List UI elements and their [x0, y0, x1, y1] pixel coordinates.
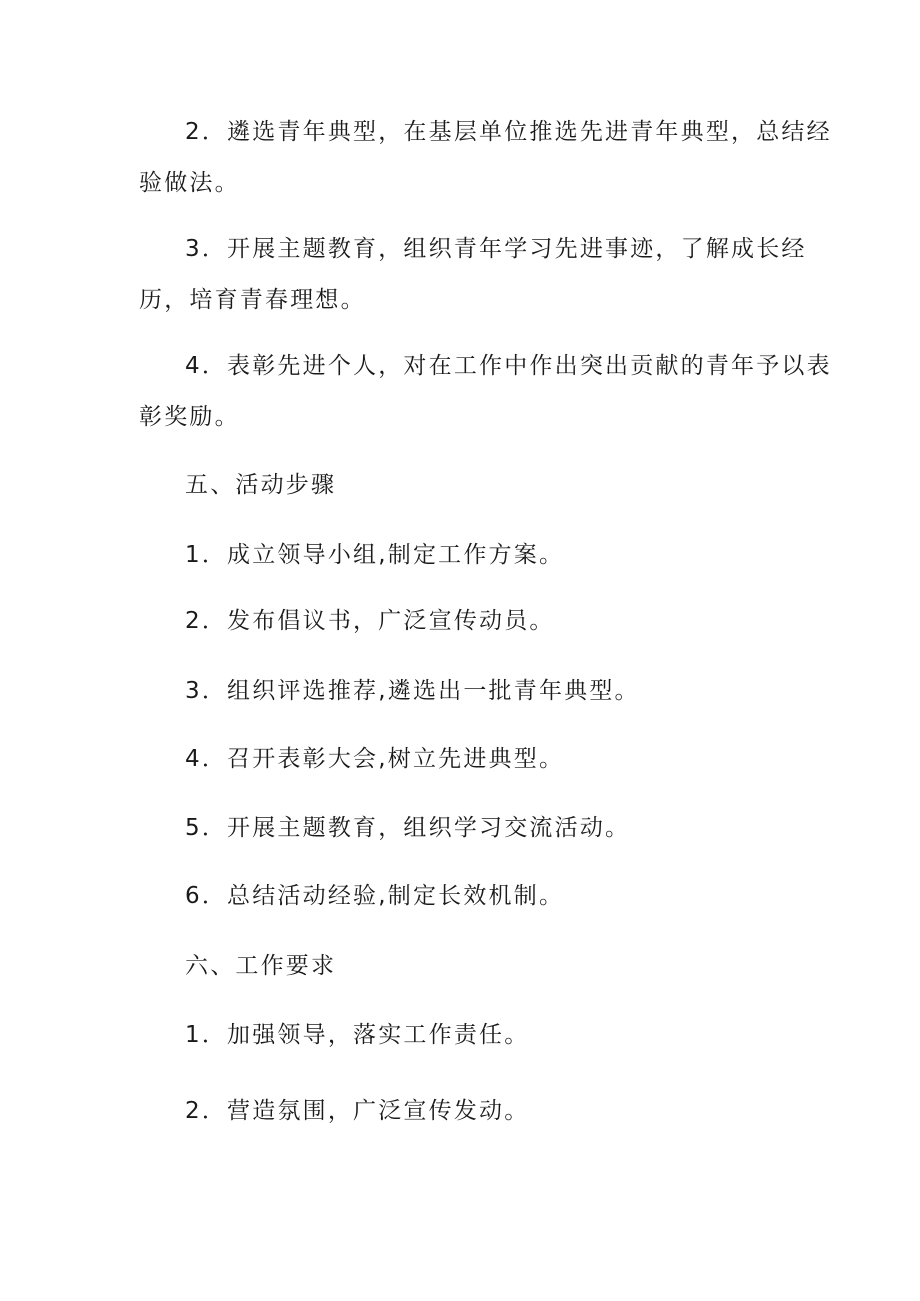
section-heading: 六、工作要求	[185, 953, 337, 979]
paragraph-line: 4．表彰先进个人，对在工作中作出突出贡献的青年予以表	[185, 353, 832, 379]
list-item: 2．发布倡议书，广泛宣传动员。	[185, 608, 555, 634]
section-heading: 五、活动步骤	[185, 472, 337, 498]
paragraph-line: 2．遴选青年典型，在基层单位推选先进青年典型，总结经	[185, 119, 832, 145]
paragraph-line: 历，培育青春理想。	[139, 287, 366, 313]
list-item: 4．召开表彰大会,树立先进典型。	[185, 746, 565, 772]
list-item: 1．加强领导，落实工作责任。	[185, 1022, 530, 1048]
list-item: 3．组织评选推荐,遴选出一批青年典型。	[185, 678, 640, 704]
paragraph-line: 3．开展主题教育，组织青年学习先进事迹，了解成长经	[185, 236, 807, 262]
list-item: 2．营造氛围，广泛宣传发动。	[185, 1098, 530, 1124]
paragraph-line: 验做法。	[139, 170, 240, 196]
list-item: 6．总结活动经验,制定长效机制。	[185, 883, 565, 909]
list-item: 5．开展主题教育，组织学习交流活动。	[185, 815, 631, 841]
list-item: 1．成立领导小组,制定工作方案。	[185, 542, 565, 568]
paragraph-line: 彰奖励。	[139, 404, 240, 430]
